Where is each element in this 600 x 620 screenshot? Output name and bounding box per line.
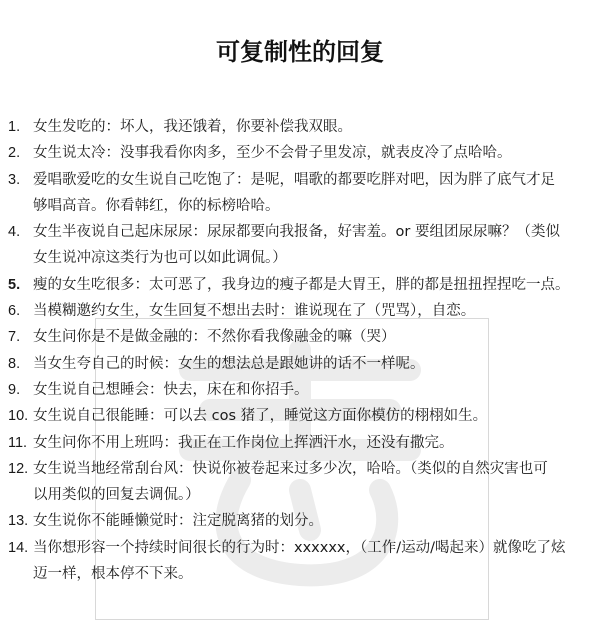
list-item: [0, 272, 600, 298]
list-item: [0, 377, 600, 403]
item-text-line: 女生说你不能睡懒觉时：注定脱离猪的划分。: [33, 513, 323, 530]
item-number: 3.: [8, 171, 21, 188]
list-item: [0, 167, 600, 220]
item-number: 14.: [8, 539, 29, 556]
item-number: 11.: [8, 434, 28, 451]
item-text-line: 女生问你是不是做金融的：不然你看我像融金的嘛（哭）: [33, 329, 396, 346]
item-text-line: 当女生夸自己的时候：女生的想法总是跟她讲的话不一样呢。: [33, 355, 425, 372]
list-item: [0, 114, 600, 140]
item-number: 2.: [8, 145, 21, 162]
list-item: [0, 219, 600, 272]
list-item: [0, 456, 600, 509]
item-text-line: 女生发吃的：坏人，我还饿着，你要补偿我双眼。: [33, 119, 352, 135]
item-number: 8.: [8, 355, 21, 372]
list-item: [0, 351, 600, 377]
item-text-line: 女生说太冷：没事我看你肉多，至少不会骨子里发凉，就表皮冷了点哈哈。: [33, 145, 512, 162]
item-number: 6.: [8, 303, 21, 320]
item-text-line: 爱唱歌爱吃的女生说自己吃饱了：是呢，唱歌的都要吃胖对吧，因为胖了底气才足: [33, 171, 555, 188]
item-number: 12.: [8, 460, 29, 477]
list-item: [0, 508, 600, 534]
list-item: [0, 298, 600, 324]
list-item: [0, 403, 600, 429]
list-item: [0, 140, 600, 166]
item-number: 9.: [8, 381, 21, 398]
item-text-line: 女生问你不用上班吗：我正在工作岗位上挥洒汗水，还没有撒完。: [33, 434, 454, 451]
item-text-line: 够唱高音。你看韩红，你的标榜哈哈。: [33, 197, 280, 214]
item-number: 13.: [8, 513, 29, 530]
item-text-line: 瘦的女生吃很多：太可恶了，我身边的瘦子都是大胃王，胖的都是扭扭捏捏吃一点。: [33, 276, 570, 293]
item-text-line: 女生说当地经常刮台风：快说你被卷起来过多少次，哈哈。（类似的自然灾害也可: [33, 460, 548, 477]
item-text-line: 当你想形容一个持续时间很长的行为时：xxxxxx，（工作/运动/喝起来）就像吃了炫: [33, 539, 566, 556]
item-number: 1.: [8, 119, 21, 135]
list-item: [0, 324, 600, 350]
item-text-line: 女生说自己想睡会：快去，床在和你招手。: [33, 381, 309, 398]
item-number: 7.: [8, 329, 21, 346]
item-text-line: 女生说自己很能睡：可以去 cos 猪了，睡觉这方面你模仿的栩栩如生。: [33, 408, 488, 425]
item-text-line: 女生说冲凉这类行为也可以如此调侃。）: [33, 250, 287, 267]
item-text-line: 以用类似的回复去调侃。）: [33, 487, 200, 504]
list-item: [0, 430, 600, 456]
item-number: 4.: [8, 224, 21, 241]
item-number: 10.: [8, 408, 29, 425]
item-text-line: 当模糊邀约女生，女生回复不想出去时：谁说现在了（咒骂），自恋。: [33, 303, 476, 320]
reply-list: [0, 114, 600, 587]
item-text-line: 女生半夜说自己起床尿尿：尿尿都要向我报备，好害羞。or 要组团尿尿嘛？（类似: [33, 224, 560, 241]
item-text-line: 迈一样，根本停不下来。: [33, 566, 193, 583]
item-number: 5.: [8, 276, 21, 293]
page-title: 可复制性的回复: [216, 38, 384, 66]
list-item: [0, 535, 600, 588]
